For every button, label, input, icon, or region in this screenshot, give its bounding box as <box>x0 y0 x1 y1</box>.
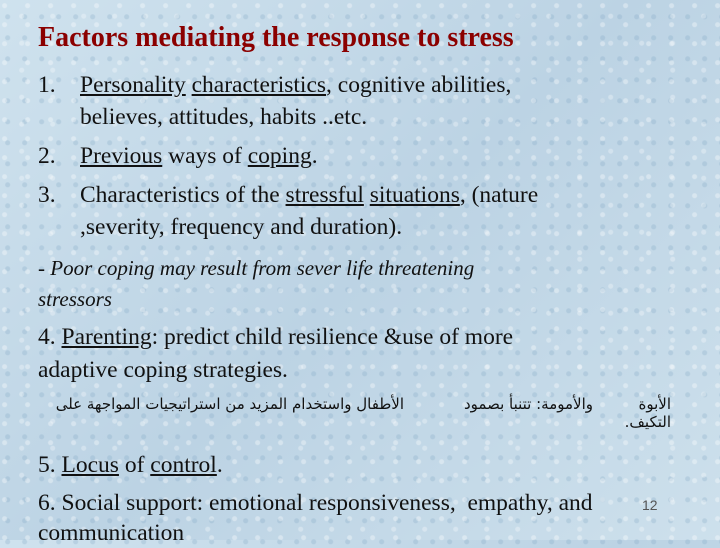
text-run: ways of <box>162 143 248 169</box>
list-item-5 <box>38 450 223 480</box>
underlined-term: characteristics <box>191 72 327 98</box>
text-run: , (nature <box>459 182 539 208</box>
slide-title: Factors mediating the response to stress <box>38 22 514 53</box>
note-line: - Poor coping may result from sever life threatening <box>38 256 475 280</box>
underlined-term: Parenting <box>61 324 152 350</box>
arabic-text: والأمومة: تتنبأ بصمود <box>463 395 593 413</box>
note-line: stressors <box>38 287 112 311</box>
list-number: 3. <box>38 182 56 208</box>
list-item-6-continued: communication <box>38 520 185 546</box>
list-item-4 <box>38 322 513 352</box>
list-text <box>80 180 538 210</box>
underlined-term: Locus <box>61 452 119 478</box>
text-run: Characteristics of the <box>80 182 286 208</box>
list-item-6: 6. Social support: emotional responsiveness, empathy, and <box>38 490 593 516</box>
arabic-text: الأبوة <box>638 395 671 413</box>
page-number: 12 <box>642 497 658 513</box>
list-item-1-continued: believes, attitudes, habits ..etc. <box>80 104 368 130</box>
text-run: 4. <box>38 324 62 350</box>
list-item-3-continued: ,severity, frequency and duration). <box>80 214 403 240</box>
underlined-term: Personality <box>80 72 186 98</box>
list-number: 1. <box>38 72 56 98</box>
text-run: . <box>311 143 318 169</box>
text-run: of <box>118 452 151 478</box>
text-run: : predict child resilience &use of more <box>151 324 514 350</box>
text-run: . <box>216 452 223 478</box>
underlined-term: situations <box>369 182 460 208</box>
underlined-term: coping <box>247 143 312 169</box>
text-run: 5. <box>38 452 62 478</box>
text-run: , cognitive abilities, <box>326 72 512 98</box>
underlined-term: Previous <box>80 143 163 169</box>
list-item-4-continued: adaptive coping strategies. <box>38 357 288 383</box>
arabic-text: التكيف. <box>624 413 671 431</box>
underlined-term: control <box>150 452 217 478</box>
list-number: 2. <box>38 143 56 169</box>
list-text <box>80 70 511 100</box>
list-text <box>80 141 318 171</box>
arabic-text: الأطفال واستخدام المزيد من استراتيجيات المواجهة على <box>55 395 404 413</box>
underlined-term: stressful <box>285 182 364 208</box>
